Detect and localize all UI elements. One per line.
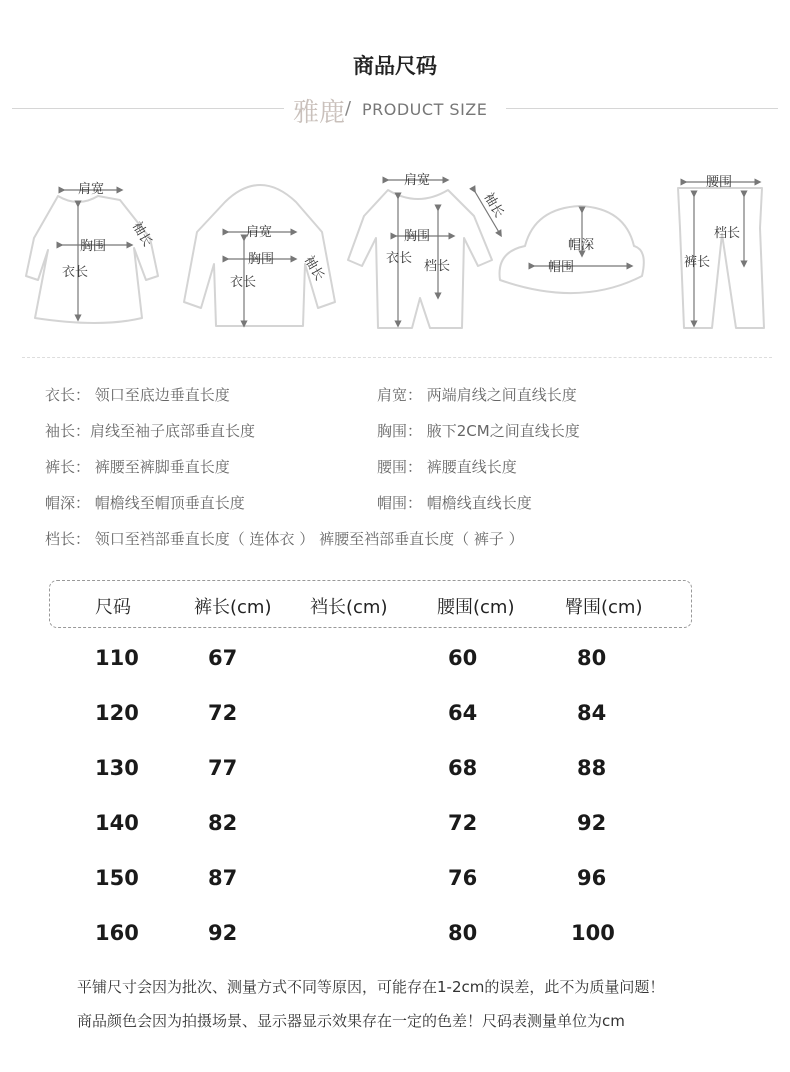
definition-row [45,528,524,549]
cell-waist: 68 [448,756,478,780]
cell-size: 120 [95,701,139,725]
dress-chest-label: 胸围 [80,239,107,254]
pants-length-label: 裤长 [684,255,711,270]
dress-sleeve-label: 袖长 [128,219,155,250]
divider-left [12,108,284,109]
col-header-pants-length: 裤长(cm) [194,597,272,618]
jacket-shoulder-label: 肩宽 [246,225,273,240]
page-title: 商品尺码 [353,54,437,78]
cell-size: 110 [95,646,139,670]
disclaimer-color: 商品颜色会因为拍摄场景、显示器显示效果存在一定的色差！尺码表测量单位为cm [77,1012,625,1030]
cell-size: 140 [95,811,139,835]
jacket-length-label: 衣长 [230,275,257,290]
cell-hip: 96 [577,866,607,890]
section-subtitle: PRODUCT SIZE [362,100,488,119]
brand-slash: / [345,98,352,119]
dress-length-label: 衣长 [62,265,89,280]
brand-name: 雅鹿 [293,98,346,128]
cell-pants-length: 77 [208,756,238,780]
definition-row [45,456,517,477]
cell-waist: 72 [448,811,478,835]
cell-size: 150 [95,866,139,890]
cell-hip: 100 [571,921,615,945]
romper-outline [348,190,492,328]
cell-hip: 84 [577,701,607,725]
cell-pants-length: 72 [208,701,238,725]
jacket-sleeve-label: 袖长 [300,253,327,284]
cell-hip: 92 [577,811,607,835]
garment-diagrams [0,168,790,343]
definition-left: 档长： 领口至裆部垂直长度（ 连体衣 ） 裤腰至裆部垂直长度（ 裤子 ） [45,530,524,548]
cell-hip: 88 [577,756,607,780]
cell-waist: 64 [448,701,478,725]
cell-hip: 80 [577,646,607,670]
definition-right: 腰围： 裤腰直线长度 [377,458,517,476]
romper-chest-label: 胸围 [404,229,431,244]
cell-size: 130 [95,756,139,780]
pants-crotch-label: 档长 [714,226,741,241]
definition-left: 衣长： 领口至底边垂直长度 [45,386,230,404]
romper-sleeve-label: 袖长 [480,190,507,221]
definition-right: 帽围： 帽檐线直线长度 [377,494,532,512]
col-header-waist: 腰围(cm) [437,597,515,618]
hat-depth-label: 帽深 [568,238,595,253]
subtitle-bar [0,96,790,128]
definition-right: 肩宽： 两端肩线之间直线长度 [377,386,577,404]
romper-length-label: 衣长 [386,251,413,266]
section-divider [22,357,772,358]
cell-pants-length: 82 [208,811,238,835]
cell-pants-length: 87 [208,866,238,890]
cell-waist: 76 [448,866,478,890]
disclaimer-measurement: 平铺尺寸会因为批次、测量方式不同等原因，可能存在1-2cm的误差，此不为质量问题！ [77,978,665,996]
romper-crotch-label: 档长 [424,259,451,274]
col-header-hip: 臀围(cm) [565,597,643,618]
definition-left: 裤长： 裤腰至裤脚垂直长度 [45,458,230,476]
cell-size: 160 [95,921,139,945]
col-header-crotch: 裆长(cm) [310,597,388,618]
cell-pants-length: 67 [208,646,238,670]
cell-pants-length: 92 [208,921,238,945]
dress-shoulder-label: 肩宽 [78,182,105,197]
cell-waist: 60 [448,646,478,670]
dress-outline [26,196,158,323]
divider-right [506,108,778,109]
col-header-size: 尺码 [95,597,131,618]
garment-diagram-svg [0,168,790,343]
definition-right: 胸围： 腋下2CM之间直线长度 [377,422,580,440]
definition-row [45,492,532,513]
definition-left: 袖长：肩线至袖子底部垂直长度 [45,422,256,440]
pants-waist-label: 腰围 [706,175,733,190]
jacket-chest-label: 胸围 [248,252,275,267]
hat-circ-label: 帽围 [548,260,575,275]
cell-waist: 80 [448,921,478,945]
definition-row [45,420,580,441]
romper-shoulder-label: 肩宽 [404,173,431,188]
definition-left: 帽深： 帽檐线至帽顶垂直长度 [45,494,245,512]
definition-row [45,384,577,405]
